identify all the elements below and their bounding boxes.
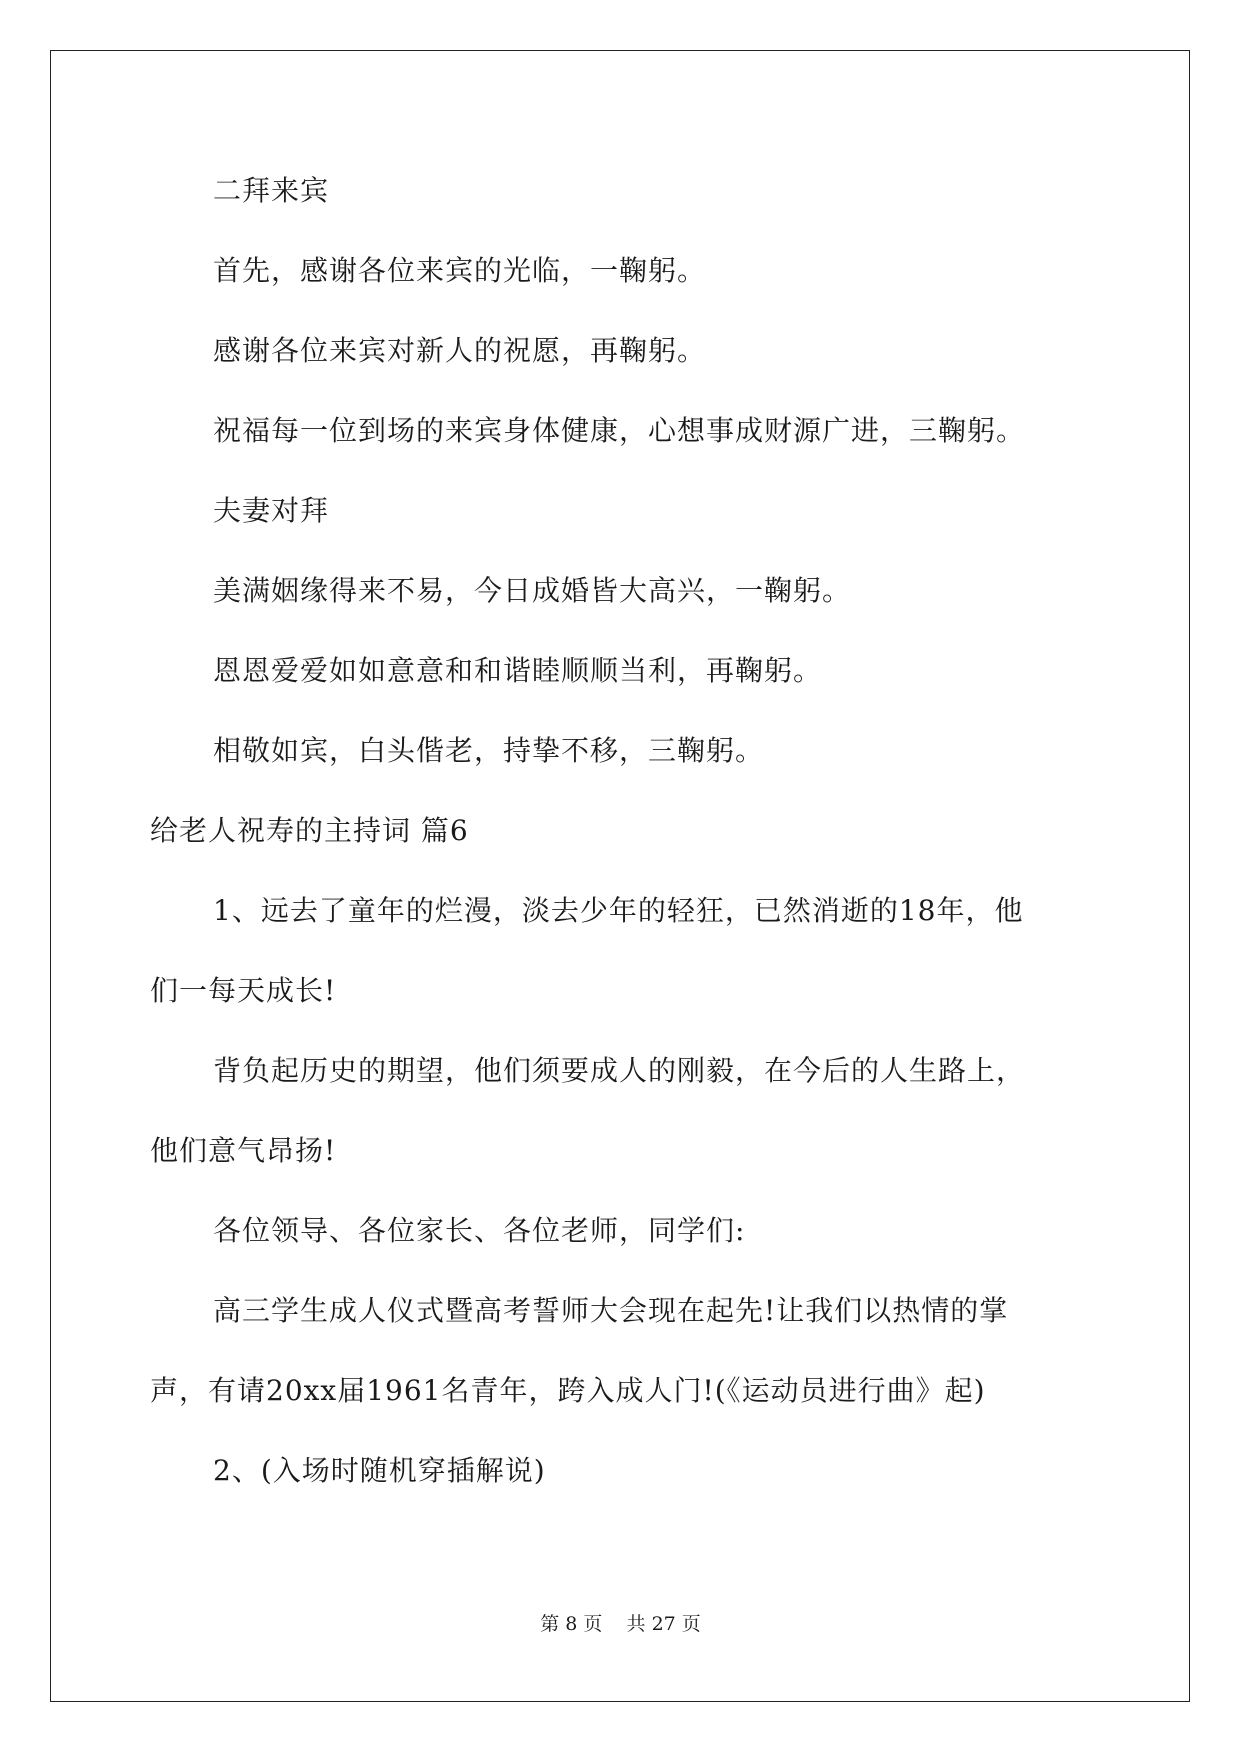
text-line: 1、远去了童年的烂漫，淡去少年的轻狂，已然消逝的18年，他 [213,894,1024,927]
text-line: 恩恩爱爱如如意意和和谐睦顺顺当利，再鞠躬。 [213,654,823,687]
section-heading: 给老人祝寿的主持词 篇6 [150,814,469,847]
text-line: 相敬如宾，白头偕老，持挚不移，三鞠躬。 [213,734,765,767]
page-number-footer: 第 8 页 共 27 页 [540,1613,701,1635]
text-line: 们一每天成长! [150,974,337,1007]
text-line: 感谢各位来宾对新人的祝愿，再鞠躬。 [213,334,707,367]
text-line: 二拜来宾 [213,174,330,207]
text-line: 高三学生成人仪式暨高考誓师大会现在起先!让我们以热情的掌 [213,1294,1009,1327]
text-line: 首先，感谢各位来宾的光临，一鞠躬。 [213,254,707,287]
text-line: 他们意气昂扬! [150,1134,337,1167]
text-line: 声，有请20xx届1961名青年，跨入成人门!(《运动员进行曲》起) [150,1374,986,1407]
text-line: 夫妻对拜 [213,494,330,527]
text-line: 美满姻缘得来不易，今日成婚皆大高兴，一鞠躬。 [213,574,852,607]
text-line: 祝福每一位到场的来宾身体健康，心想事成财源广进，三鞠躬。 [213,414,1026,447]
text-line: 2、(入场时随机穿插解说) [213,1454,546,1487]
text-line: 各位领导、各位家长、各位老师，同学们: [213,1214,746,1247]
text-line: 背负起历史的期望，他们须要成人的刚毅，在今后的人生路上， [213,1054,1026,1087]
